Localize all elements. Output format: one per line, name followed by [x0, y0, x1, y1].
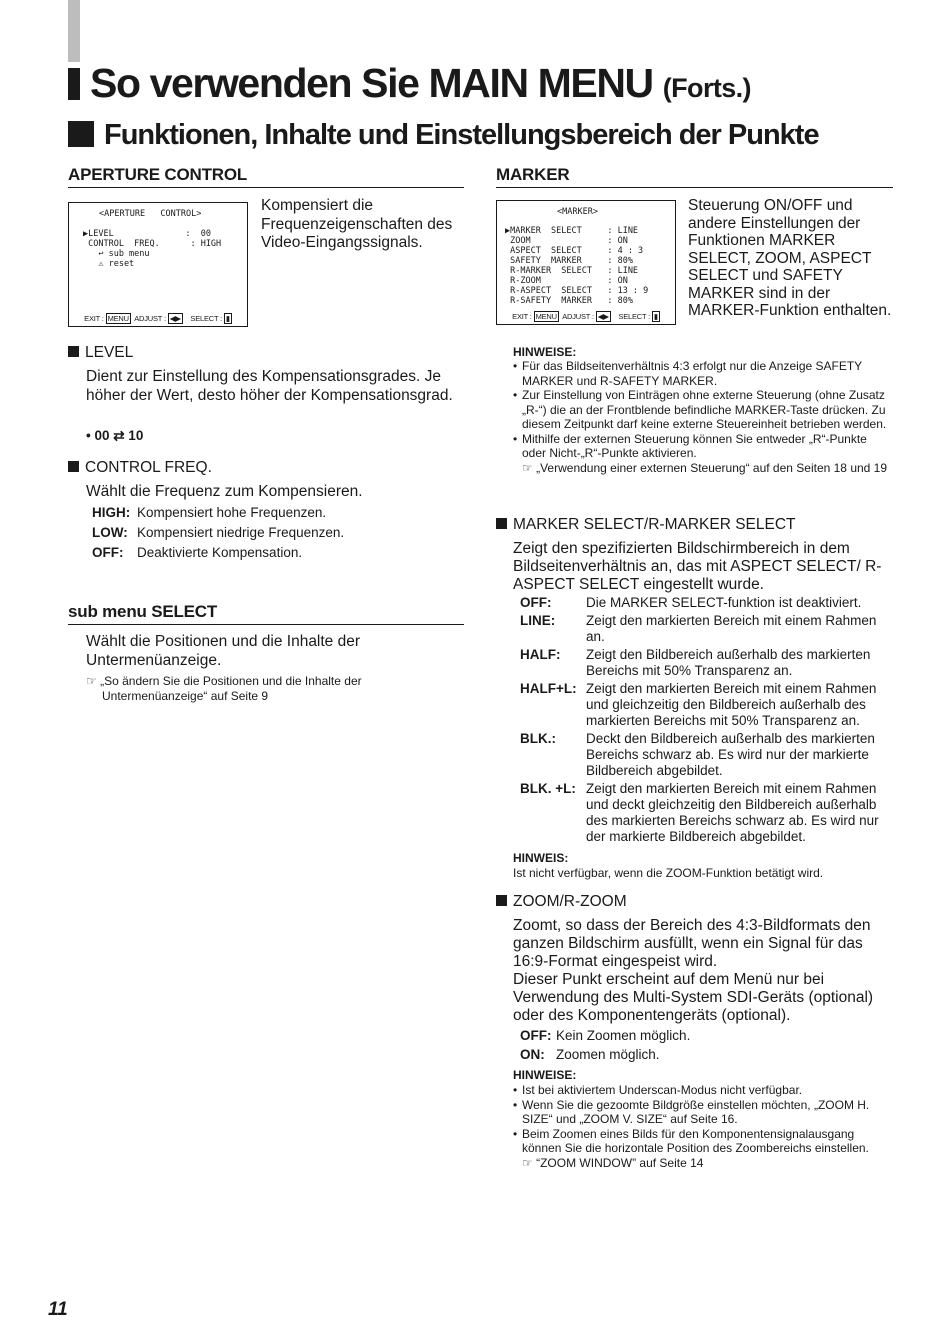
note-item: • Zur Einstellung von Einträgen ohne externe Steuerung (ohne Zusatz „R-“) die an der Frontblende befindliche MARKER-Taste drücken. Zu diesem Zeitpunkt darf keine externe Steuereinheit betrieben werden.: [513, 388, 893, 432]
option-row: LINE: Zeigt den markierten Bereich mit einem Rahmen an.: [520, 613, 877, 644]
zoom-description: Zoomt, so dass der Bereich des 4:3-Bildformats den ganzen Bildschirm ausfüllt, wenn ein Signal für das 16:9-Format eingespeist wird.: [513, 917, 871, 970]
control-freq-description: Wählt die Frequenz zum Kompensieren.: [86, 483, 363, 500]
option-row: BLK.: Deckt den Bildbereich außerhalb des markierten Bereichs schwarz ab. Es wird nur der markierte Bildbereich abgebildet.: [520, 731, 875, 778]
marker-select-note-title: HINWEIS:: [513, 851, 569, 865]
square-bullet-icon: [496, 895, 507, 906]
osd-line: R-ZOOM : ON: [505, 276, 628, 286]
zoom-availability: Dieser Punkt erscheint auf dem Menü nur bei Verwendung des Multi-System SDI-Geräts (optional) oder des Komponentengeräts (optional).: [513, 971, 874, 1024]
osd-line: ▶LEVEL : 00: [83, 229, 211, 239]
option-row: LOW: Kompensiert niedrige Frequenzen.: [92, 525, 345, 540]
osd-line: R-ASPECT SELECT : 13 : 9: [505, 286, 649, 296]
osd-line: ⚠ reset: [83, 259, 135, 269]
control-freq-options: [92, 505, 462, 563]
level-description: Dient zur Einstellung des Kompensationsgrades. Je höher der Wert, desto höher der Kompensationsgrad.: [86, 368, 453, 404]
osd-line: R-MARKER SELECT : LINE: [505, 266, 639, 276]
level-range: • 00 ⇄ 10: [86, 428, 144, 443]
osd-footer: EXIT : MENU ADJUST : ◀▶ SELECT : ▮: [84, 314, 230, 323]
note-item: • Für das Bildseitenverhältnis 4:3 erfolgt nur die Anzeige SAFETY MARKER und R-SAFETY MARKER.: [513, 359, 893, 388]
osd-line: ASPECT SELECT : 4 : 3: [505, 246, 644, 256]
osd-title: <APERTURE CONTROL>: [99, 209, 202, 219]
sub-menu-select-heading: sub menu SELECT: [68, 601, 464, 625]
note-item: • Beim Zoomen eines Bilds für den Komponentensignalausgang können Sie die horizontale Position des Zoombereichs einstellen.: [513, 1127, 895, 1156]
marker-select-heading: MARKER SELECT/R-MARKER SELECT: [496, 515, 796, 534]
osd-line: SAFETY MARKER : 80%: [505, 256, 633, 266]
note-item: • Wenn Sie die gezoomte Bildgröße einstellen möchten, „ZOOM H. SIZE“ und „ZOOM V. SIZE“ auf Seite 16.: [513, 1098, 895, 1127]
osd-line: ↩ sub menu: [83, 249, 150, 259]
option-row: ON: Zoomen möglich.: [520, 1047, 660, 1062]
note-reference: ☞ „Verwendung einer externen Steuerung“ auf den Seiten 18 und 19: [522, 460, 888, 475]
page-number: 11: [48, 1299, 68, 1320]
marker-select-note: Ist nicht verfügbar, wenn die ZOOM-Funktion betätigt wird.: [513, 866, 824, 880]
option-row: HALF: Zeigt den Bildbereich außerhalb des markierten Bereichs mit 50% Transparenz an.: [520, 647, 871, 678]
title-bar-decoration: [68, 68, 80, 100]
option-row: OFF: Kein Zoomen möglich.: [520, 1028, 691, 1043]
subtitle-square-icon: [68, 121, 94, 147]
marker-heading: MARKER: [496, 164, 893, 188]
osd-line: CONTROL FREQ. : HIGH: [83, 239, 222, 249]
zoom-options: [520, 1028, 890, 1065]
osd-footer: EXIT : MENU ADJUST : ◀▶ SELECT : ▮: [512, 312, 658, 321]
osd-line: ZOOM : ON: [505, 236, 628, 246]
sub-menu-reference: ☞ „So ändern Sie die Positionen und die Inhalte der Untermenüanzeige“ auf Seite 9: [86, 674, 362, 703]
marker-notes-title: HINWEISE:: [513, 345, 577, 359]
option-row: BLK. +L: Zeigt den markierten Bereich mit einem Rahmen und deckt gleichzeitig den Bildbereich außerhalb des markierten Bereichs schwarz ab. Es wird nur der markierte Bildbereich abgebildet.: [520, 781, 879, 844]
option-row: OFF: Die MARKER SELECT-funktion ist deaktiviert.: [520, 595, 862, 610]
control-freq-heading: CONTROL FREQ.: [68, 458, 212, 477]
zoom-heading: ZOOM/R-ZOOM: [496, 892, 627, 911]
option-row: OFF: Deaktivierte Kompensation.: [92, 545, 303, 560]
sub-menu-description: Wählt die Positionen und die Inhalte der Untermenüanzeige.: [86, 633, 361, 669]
option-row: HALF+L: Zeigt den markierten Bereich mit einem Rahmen und gleichzeitig den Bildbereich außerhalb des markierten Bereichs mit 50% Transparenz an.: [520, 681, 877, 728]
square-bullet-icon: [68, 346, 79, 357]
marker-notes: [513, 359, 893, 475]
option-row: HIGH: Kompensiert hohe Frequenzen.: [92, 505, 327, 520]
aperture-control-heading: APERTURE CONTROL: [68, 164, 464, 188]
zoom-notes: [513, 1083, 895, 1170]
note-reference: ☞ “ZOOM WINDOW” auf Seite 14: [522, 1155, 704, 1170]
aperture-description: Kompensiert die Frequenzeigenschaften des Video-Eingangssignals.: [261, 197, 453, 251]
page-title: So verwenden Sie MAIN MENU (Forts.): [90, 60, 751, 106]
aperture-osd-screen: [68, 202, 248, 327]
square-bullet-icon: [496, 518, 507, 529]
osd-line: ▶MARKER SELECT : LINE: [505, 226, 639, 236]
page-tab-marker: [68, 0, 80, 62]
marker-description: Steuerung ON/OFF und andere Einstellungen der Funktionen MARKER SELECT, ZOOM, ASPECT SELECT und SAFETY MARKER sind in der MARKER-Funktion enthalten.: [688, 197, 892, 319]
marker-select-options: [520, 595, 895, 847]
square-bullet-icon: [68, 461, 79, 472]
marker-select-description: Zeigt den spezifizierten Bildschirmbereich in dem Bildseitenverhältnis an, das mit ASPECT SELECT/ R-ASPECT SELECT eingestellt wurde.: [513, 540, 882, 593]
zoom-notes-title: HINWEISE:: [513, 1068, 577, 1082]
page-subtitle: Funktionen, Inhalte und Einstellungsbereich der Punkte: [104, 119, 819, 151]
marker-osd-screen: [496, 200, 676, 325]
note-item: • Mithilfe der externen Steuerung können Sie entweder „R“-Punkte oder Nicht-„R“-Punkte aktivieren.: [513, 432, 893, 461]
osd-line: R-SAFETY MARKER : 80%: [505, 296, 633, 306]
level-heading: LEVEL: [68, 343, 133, 362]
osd-title: <MARKER>: [557, 207, 598, 217]
note-item: • Ist bei aktiviertem Underscan-Modus nicht verfügbar.: [513, 1083, 895, 1098]
